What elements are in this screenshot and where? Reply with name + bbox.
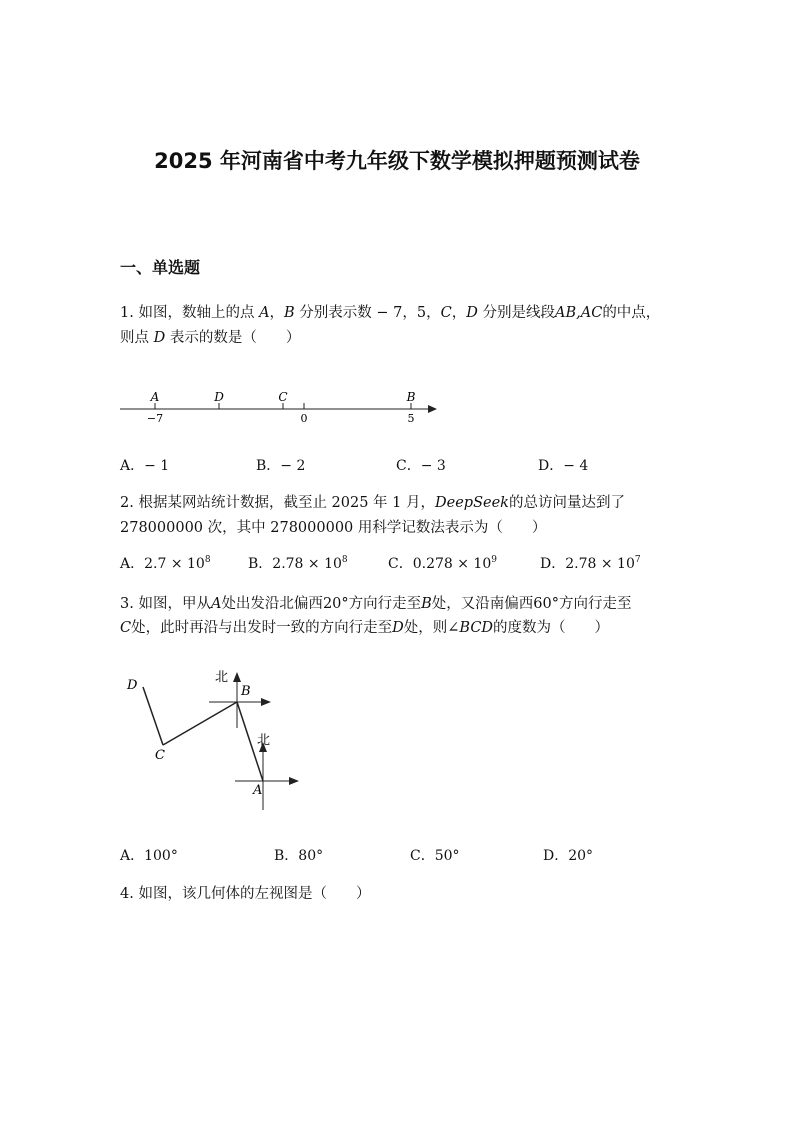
option-mantissa: 0.278 × 10 [412, 556, 492, 572]
east-arrow-b [261, 698, 271, 706]
q2-line2: 278000000 次，其中 278000000 用科学记数法表示为（ ） [120, 520, 547, 536]
q3-text: 处，此时再沿与出发时一致的方向行走至 [131, 620, 393, 636]
q1-line2 [120, 326, 300, 347]
q2-option-b[interactable] [248, 553, 348, 573]
north-arrow-b [233, 672, 241, 682]
q1-text: 则点 [120, 330, 154, 346]
page-title: 2025 年河南省中考九年级下数学模拟押题预测试卷 [154, 149, 640, 173]
q1-var-b: B [284, 305, 295, 321]
q1-option-c[interactable]: C．− 3 [396, 458, 446, 474]
q1-sep: ， [451, 305, 467, 321]
q1-text: 1. 如图，数轴上的点 [120, 305, 260, 321]
q1-text: 的中点， [602, 305, 661, 321]
q3-option-d[interactable]: D．20° [543, 848, 594, 864]
q1-number-line-figure [115, 385, 445, 430]
q3-text: 处出发沿北偏西 [221, 596, 323, 612]
q1-segments: AB,AC [555, 305, 603, 321]
segment-bc [163, 702, 237, 745]
label-b: B [241, 684, 251, 699]
q1-var-a: A [259, 305, 270, 321]
option-label: D． [540, 556, 566, 572]
option-label: B． [248, 556, 273, 572]
option-mantissa: 2.78 × 10 [565, 556, 635, 572]
q2-brand: DeepSeek [435, 495, 509, 511]
q1-option-a[interactable]: A．− 1 [120, 458, 170, 474]
section-title: 一、单选题 [120, 258, 201, 277]
q3-text: 处，又沿南偏西 [431, 596, 534, 612]
q1-text: 分别表示数 − 7，5， [294, 305, 441, 321]
option-exponent: 7 [634, 555, 641, 565]
q3-text: 方向行走至 [559, 596, 632, 612]
label-d: D [214, 390, 224, 404]
q1-option-d[interactable]: D．− 4 [538, 458, 589, 474]
option-exponent: 8 [341, 555, 348, 565]
q3-var-c: C [120, 620, 132, 636]
q1-line1 [120, 301, 660, 322]
label-north-a: 北 [257, 733, 271, 748]
q3-degree: 60° [533, 596, 559, 612]
q1-var-d: D [153, 330, 166, 346]
q2-text: 的总访问量达到了 [508, 495, 625, 511]
label-b: B [406, 390, 416, 404]
option-mantissa: 2.7 × 10 [144, 556, 205, 572]
segment-cd [143, 687, 163, 745]
q2-option-a[interactable] [120, 553, 211, 573]
label-c: C [278, 390, 288, 404]
option-label: C． [388, 556, 413, 572]
q3-text: 的度数为（ ） [493, 620, 610, 636]
q2-option-d[interactable] [540, 553, 641, 573]
q4-text: 4. 如图，该几何体的左视图是（ ） [120, 886, 371, 902]
number-line-arrow [428, 405, 437, 413]
label-c: C [155, 748, 165, 763]
q1-var-d: D [466, 305, 478, 321]
option-label: A． [120, 556, 145, 572]
q3-text: 处，则 [403, 620, 448, 636]
q3-line1 [120, 592, 632, 613]
tick-label-5: 5 [407, 412, 415, 425]
q1-var-c: C [440, 305, 452, 321]
q2-option-c[interactable] [388, 553, 497, 573]
q1-text: 分别是线段 [477, 305, 555, 321]
tick-label-neg7: −7 [146, 412, 164, 425]
east-arrow-a [289, 777, 299, 785]
q1-option-b[interactable]: B．− 2 [256, 458, 306, 474]
label-d: D [127, 678, 138, 693]
q3-angle: ∠BCD [447, 620, 494, 636]
q3-var-d: D [392, 620, 404, 636]
q3-option-b[interactable]: B．80° [274, 848, 324, 864]
tick-label-0: 0 [300, 412, 308, 425]
q3-text: 方向行走至 [348, 596, 422, 612]
q3-option-c[interactable]: C．50° [410, 848, 460, 864]
q3-direction-figure [115, 660, 315, 820]
q2-line1 [120, 491, 625, 512]
label-north-b: 北 [215, 670, 229, 685]
q1-text: 表示的数是（ ） [165, 330, 301, 346]
q3-line2 [120, 616, 609, 637]
q3-degree: 20° [322, 596, 349, 612]
option-mantissa: 2.78 × 10 [272, 556, 342, 572]
q3-var-a: A [210, 596, 222, 612]
option-exponent: 8 [204, 555, 211, 565]
label-a: A [253, 783, 263, 798]
q3-option-a[interactable]: A．100° [120, 848, 178, 864]
q1-sep: ， [269, 305, 285, 321]
option-exponent: 9 [491, 555, 497, 565]
label-a: A [150, 390, 160, 404]
q2-text: 2. 根据某网站统计数据，截至止 2025 年 1 月， [120, 495, 436, 511]
q3-text: 3. 如图，甲从 [120, 596, 211, 612]
q3-var-b: B [421, 596, 432, 612]
